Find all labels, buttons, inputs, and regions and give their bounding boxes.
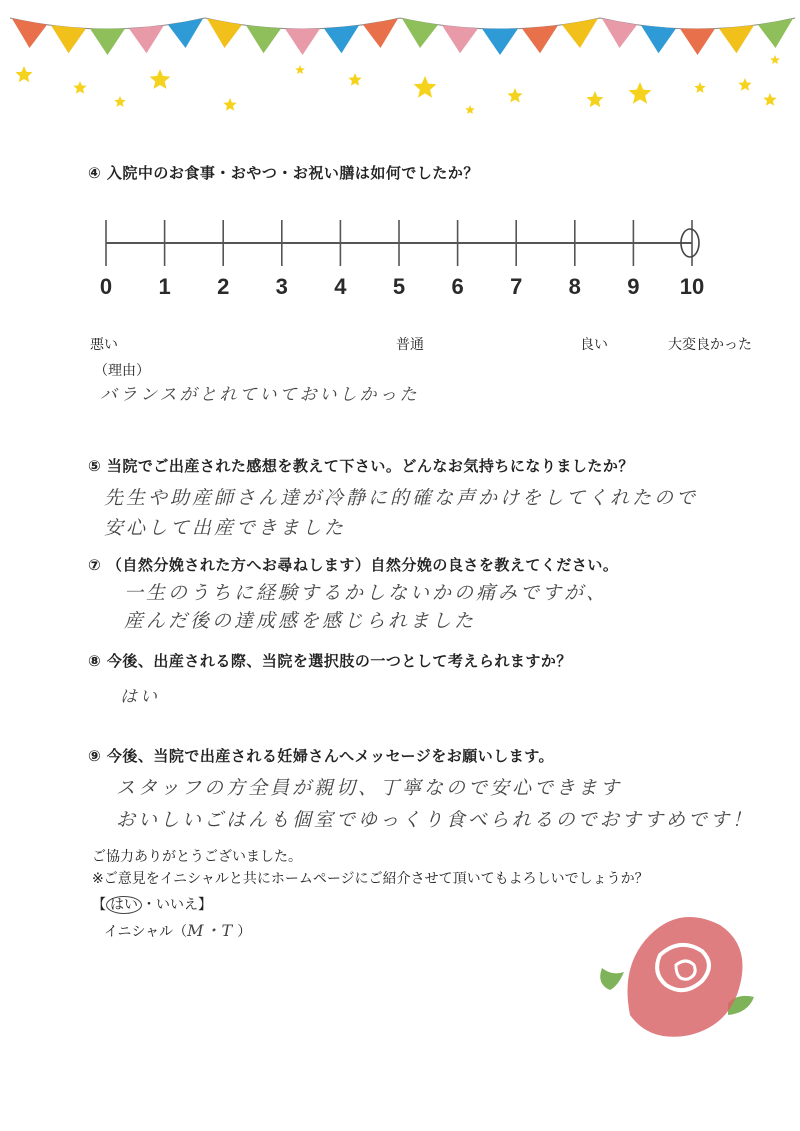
scale-label-very-good: 大変良かった (668, 337, 752, 353)
bunting-decoration (0, 0, 800, 120)
consent-yes-option: はい (106, 896, 142, 914)
star-icon (738, 78, 751, 91)
pennant-flag (719, 25, 754, 53)
question-7-title: ⑦ （自然分娩された方へお尋ねします）自然分娩の良さを教えてください。 (88, 556, 619, 574)
consent-question: ※ご意見をイニシャルと共にホームページにご紹介させて頂いてもよろしいでしょうか？ (92, 871, 649, 887)
pennant-flag (522, 25, 558, 53)
consent-no-option: ・いいえ】 (142, 897, 212, 913)
pennant-flag (442, 25, 478, 53)
pennant-flag (363, 18, 398, 48)
pennant-flag (12, 18, 47, 48)
question-7-answer-line1: 一生のうちに経験するかしないかの痛みですが、 (124, 582, 609, 604)
pennant-flag (90, 29, 125, 55)
scale-tick-label: 9 (627, 274, 640, 299)
consent-open-bracket: 【 (92, 897, 106, 913)
initial-value: M・T (187, 921, 234, 940)
scale-label-bad: 悪い (90, 337, 118, 353)
initial-label: イニシャル（ (104, 924, 188, 940)
star-icon (694, 82, 705, 93)
rating-scale (90, 210, 730, 310)
question-5-answer-line1: 先生や助産師さん達が冷静に的確な声かけをしてくれたので (104, 487, 699, 509)
rose-flower-icon (628, 917, 743, 1037)
pennant-flag (402, 18, 438, 48)
initial-row (104, 918, 251, 941)
star-icon (223, 98, 236, 111)
pennant-flag (602, 18, 637, 48)
consent-options (92, 894, 212, 914)
scale-label-good: 良い (580, 337, 608, 353)
star-icon (586, 91, 603, 107)
rose-illustration (590, 895, 770, 1055)
pennant-flag (482, 29, 518, 55)
star-icon (465, 105, 475, 114)
pennant-flag (246, 25, 281, 53)
star-icon (114, 96, 125, 107)
pennant-flag (680, 29, 715, 55)
question-8-answer: はい (120, 687, 160, 707)
star-icon (763, 93, 776, 106)
scale-tick-label: 10 (679, 274, 705, 299)
star-icon (150, 69, 171, 89)
star-icon (507, 88, 522, 103)
leaf-left-icon (600, 968, 624, 990)
scale-tick-label: 4 (334, 274, 347, 299)
question-9-answer-line2: おいしいごはんも個室でゆっくり食べられるのでおすすめです！ (116, 809, 755, 831)
star-icon (295, 65, 305, 74)
scale-tick-label: 2 (217, 274, 230, 299)
thanks-text: ご協力ありがとうございました。 (92, 849, 302, 865)
reason-label: （理由） (94, 363, 150, 379)
pennant-flag (168, 18, 203, 48)
star-icon (770, 55, 780, 64)
pennant-flag (51, 25, 86, 53)
star-icon (73, 81, 86, 94)
scale-tick-label: 7 (510, 274, 523, 299)
scale-tick-label: 5 (392, 274, 406, 299)
initial-close: ） (237, 924, 252, 940)
scale-tick-label: 1 (158, 274, 171, 299)
reason-answer: バランスがとれていておいしかった (100, 385, 420, 405)
question-4-title: ④ 入院中のお食事・おやつ・お祝い膳は如何でしたか？ (88, 164, 479, 182)
scale-tick-label: 3 (275, 274, 288, 299)
question-5-title: ⑤ 当院でご出産された感想を教えて下さい。どんなお気持ちになりましたか？ (88, 457, 634, 475)
star-icon (348, 73, 361, 86)
pennant-flag (641, 25, 676, 53)
pennant-flag (207, 18, 242, 48)
question-9-title: ⑨ 今後、当院で出産される妊婦さんへメッセージをお願いします。 (88, 747, 555, 765)
question-5-answer-line2: 安心して出産できました (104, 517, 347, 539)
star-icon (629, 82, 652, 104)
pennant-flag (562, 18, 598, 48)
scale-tick-label: 6 (451, 274, 464, 299)
scale-tick-label: 8 (568, 274, 581, 299)
scale-tick-label: 0 (99, 274, 113, 299)
star-icon (15, 66, 32, 82)
question-8-title: ⑧ 今後、出産される際、当院を選択肢の一つとして考えられますか？ (88, 652, 572, 670)
pennant-flag (324, 25, 359, 53)
pennant-flag (129, 25, 164, 53)
star-icon (414, 76, 437, 98)
question-9-answer-line1: スタッフの方全員が親切、丁寧なので安心できます (116, 777, 623, 799)
pennant-flag (758, 18, 793, 48)
question-7-answer-line2: 産んだ後の達成感を感じられました (124, 610, 477, 632)
pennant-flag (285, 29, 320, 55)
scale-label-normal: 普通 (396, 337, 424, 353)
